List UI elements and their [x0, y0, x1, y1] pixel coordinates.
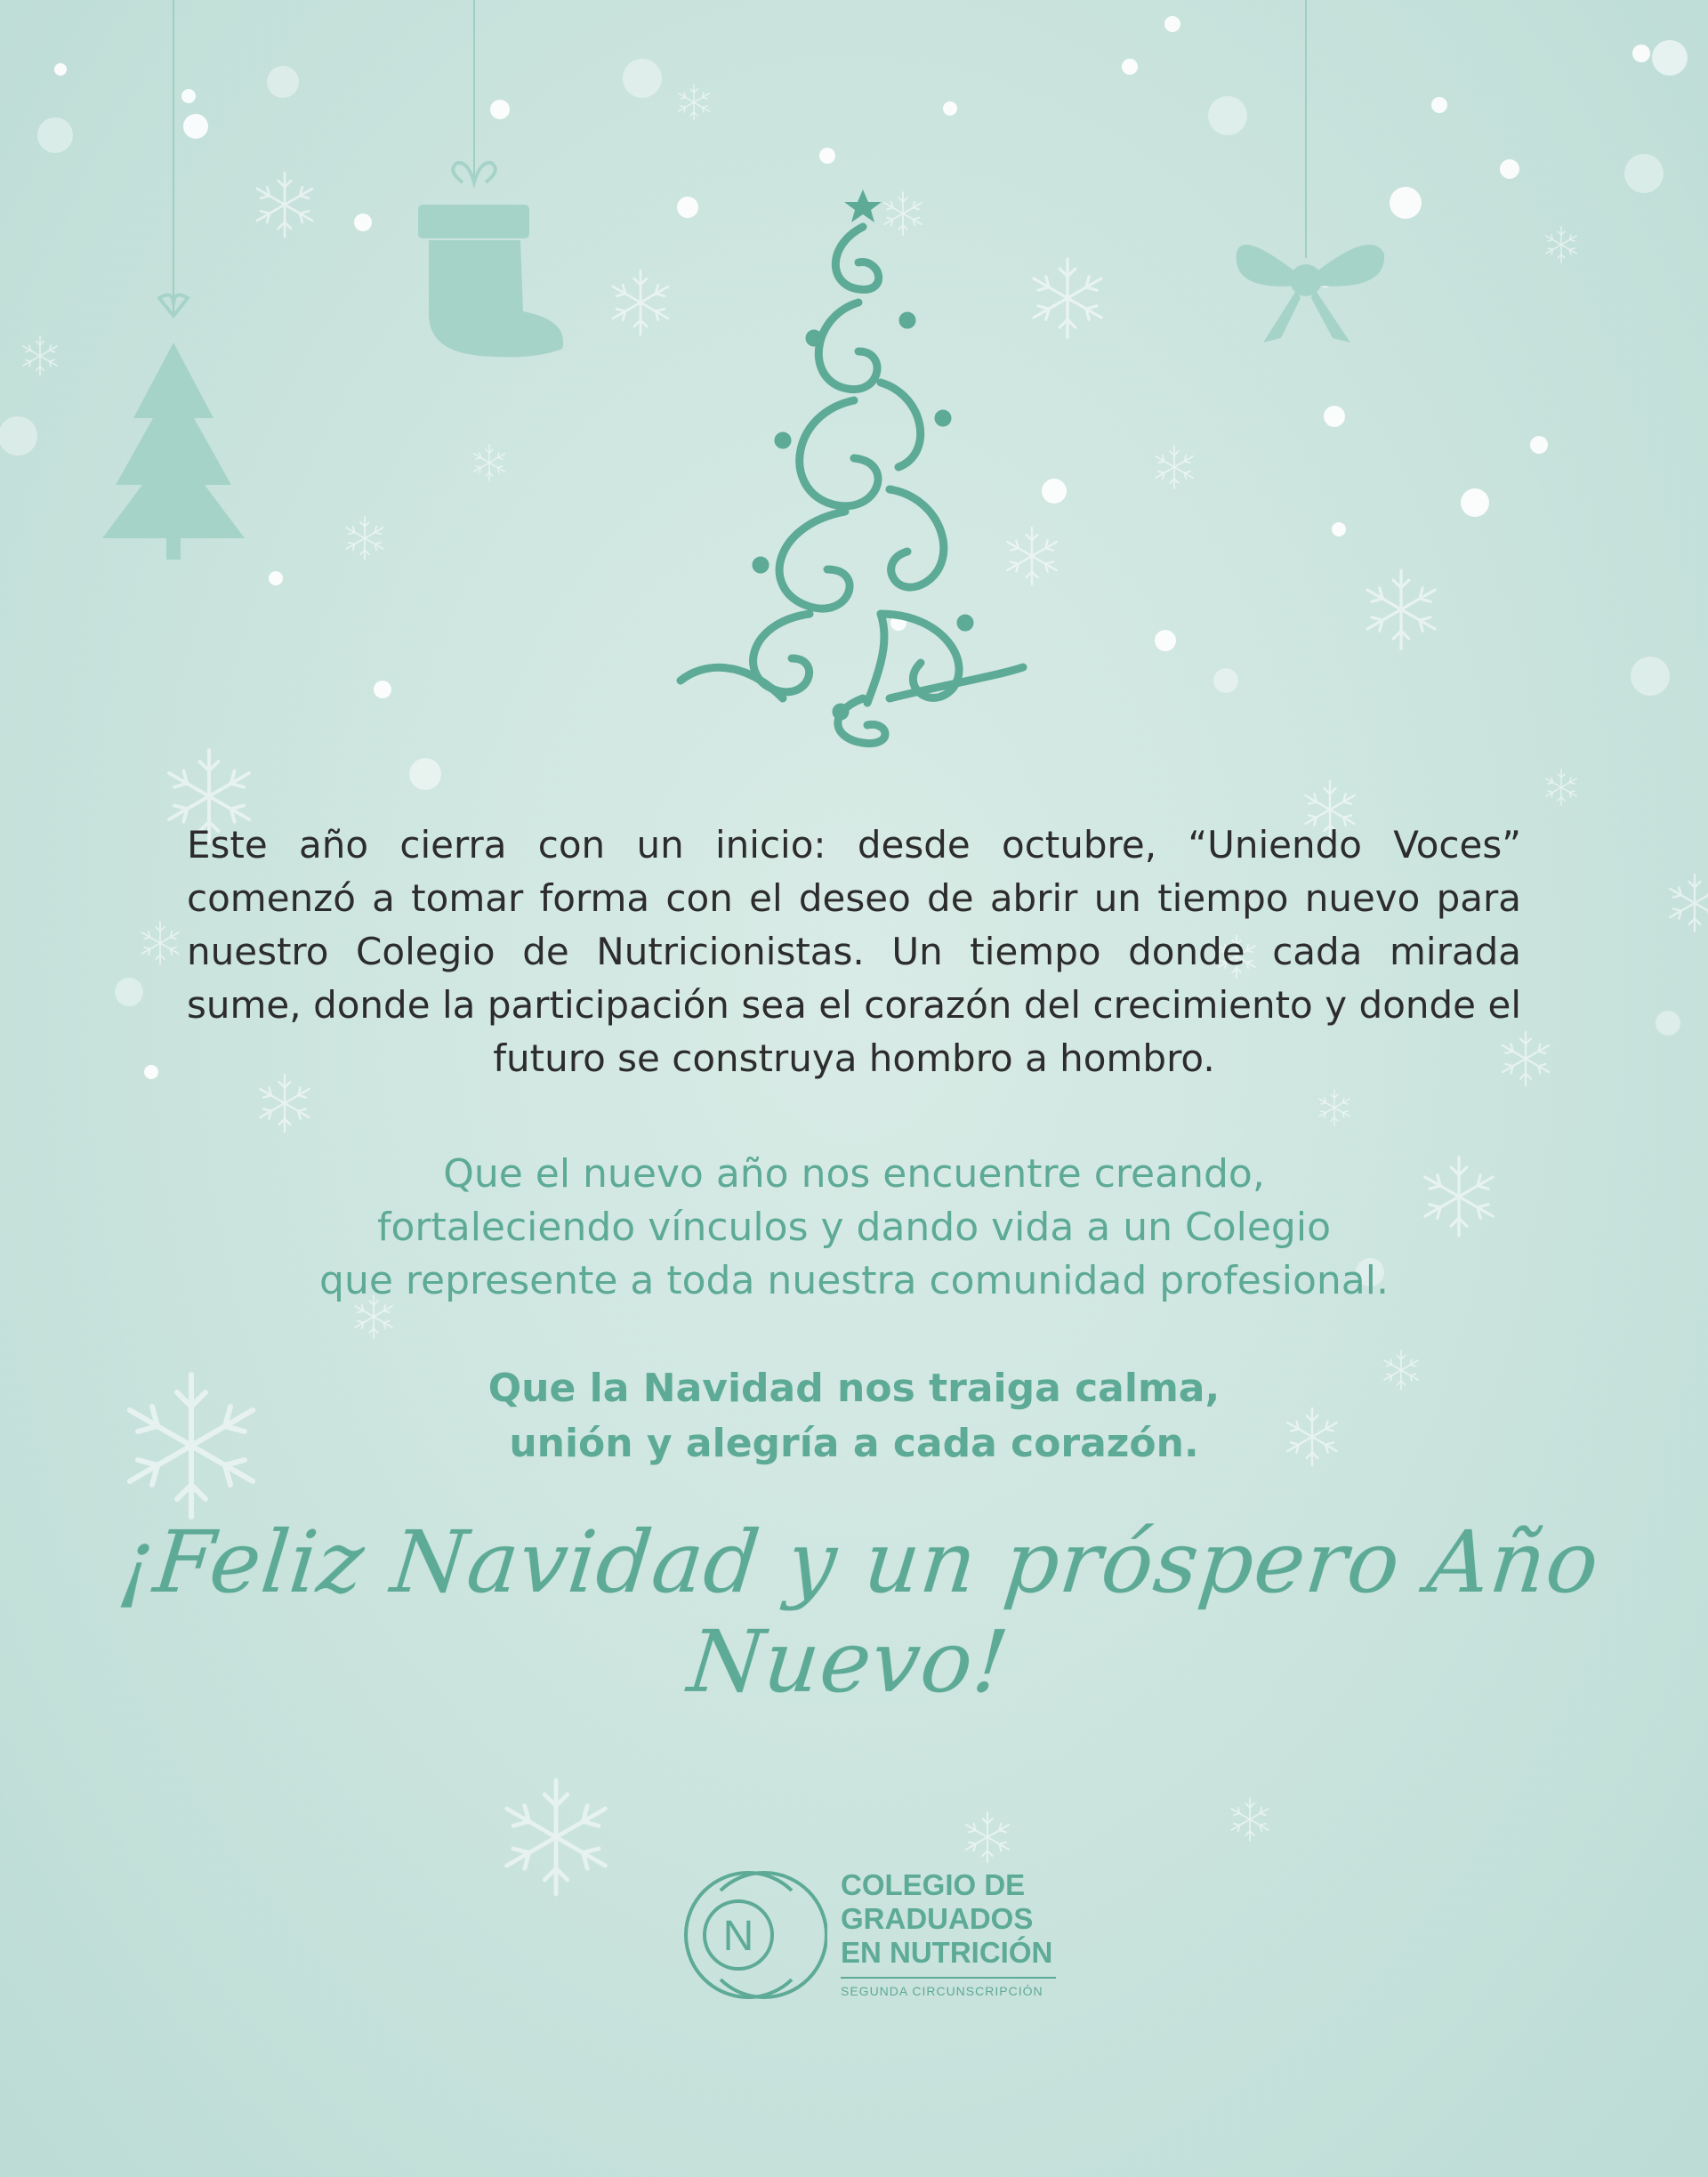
new-year-wish — [0, 1148, 1708, 1308]
logo-divider — [841, 1977, 1056, 1979]
closing-line: unión y alegría a cada corazón. — [509, 1421, 1199, 1466]
organization-logo — [649, 1855, 1076, 2015]
logo-line: GRADUADOS — [841, 1902, 1034, 1935]
bow-icon — [1237, 245, 1384, 343]
ornament-tree-icon — [102, 294, 245, 560]
logo-subtitle: SEGUNDA CIRCUNSCRIPCIÓN — [841, 1984, 1043, 1998]
wish-line: que represente a toda nuestra comunidad profesional. — [319, 1258, 1389, 1303]
logo-wordmark — [841, 1868, 1056, 1998]
stocking-icon — [418, 163, 563, 358]
christmas-tree-icon — [681, 189, 1023, 744]
wish-line: fortaleciendo vínculos y dando vida a un Colegio — [376, 1205, 1331, 1250]
logo-monogram-icon — [649, 1855, 827, 2015]
logo-line: COLEGIO DE — [841, 1868, 1026, 1901]
intro-paragraph: Este año cierra con un inicio: desde octubre, “Uniendo Voces” comenzó a tomar forma con el deseo de abrir un tiempo nuevo para nuestro Colegio de Nutricionistas. Un tiempo donde cada mirada sume, donde la participación sea el corazón del crecimiento y donde el futuro se construya hombro a hombro. — [187, 823, 1521, 1080]
logo-line: EN NUTRICIÓN — [841, 1936, 1053, 1969]
wish-line: Que el nuevo año nos encuentre creando, — [443, 1151, 1265, 1197]
greeting-headline: ¡Feliz Navidad y un próspero Año Nuevo! — [114, 1512, 1605, 1712]
logo-monogram: N — [722, 1913, 754, 1960]
christmas-message — [0, 1361, 1708, 1471]
closing-line: Que la Navidad nos traiga calma, — [487, 1366, 1221, 1411]
